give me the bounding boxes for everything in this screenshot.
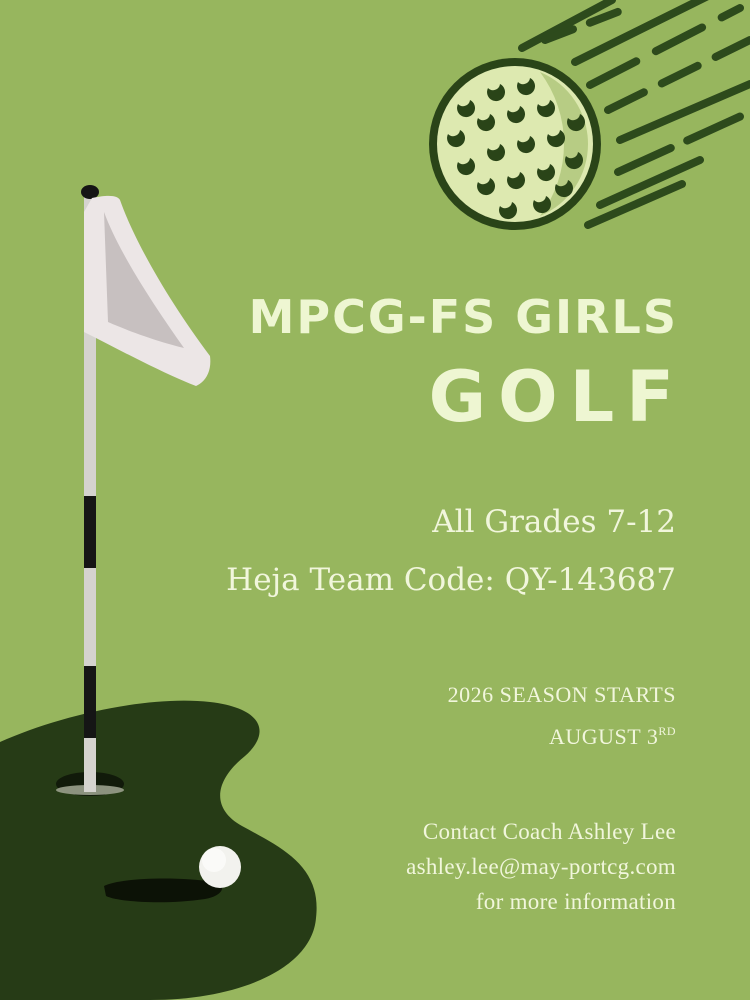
contact-block	[406, 814, 676, 919]
season-date-suffix: RD	[658, 724, 676, 738]
season-date	[448, 713, 676, 755]
golf-ball-icon	[429, 58, 601, 230]
grades-text: All Grades 7-12	[432, 504, 676, 540]
title-golf: GOLF	[428, 356, 686, 438]
season-date-main: AUGUST 3	[549, 724, 659, 749]
title-line-1: MPCG-FS GIRLS	[248, 290, 678, 344]
more-info-text: for more information	[475, 889, 676, 914]
team-code-text: Heja Team Code: QY-143687	[226, 562, 676, 598]
putting-green-icon	[0, 701, 317, 1000]
contact-email[interactable]: ashley.lee@may-portcg.com	[406, 854, 676, 879]
contact-coach-text: Contact Coach Ashley Lee	[422, 819, 676, 844]
ball-shadow	[104, 879, 222, 903]
season-block	[448, 677, 676, 755]
season-starts-text: 2026 SEASON STARTS	[447, 682, 676, 707]
